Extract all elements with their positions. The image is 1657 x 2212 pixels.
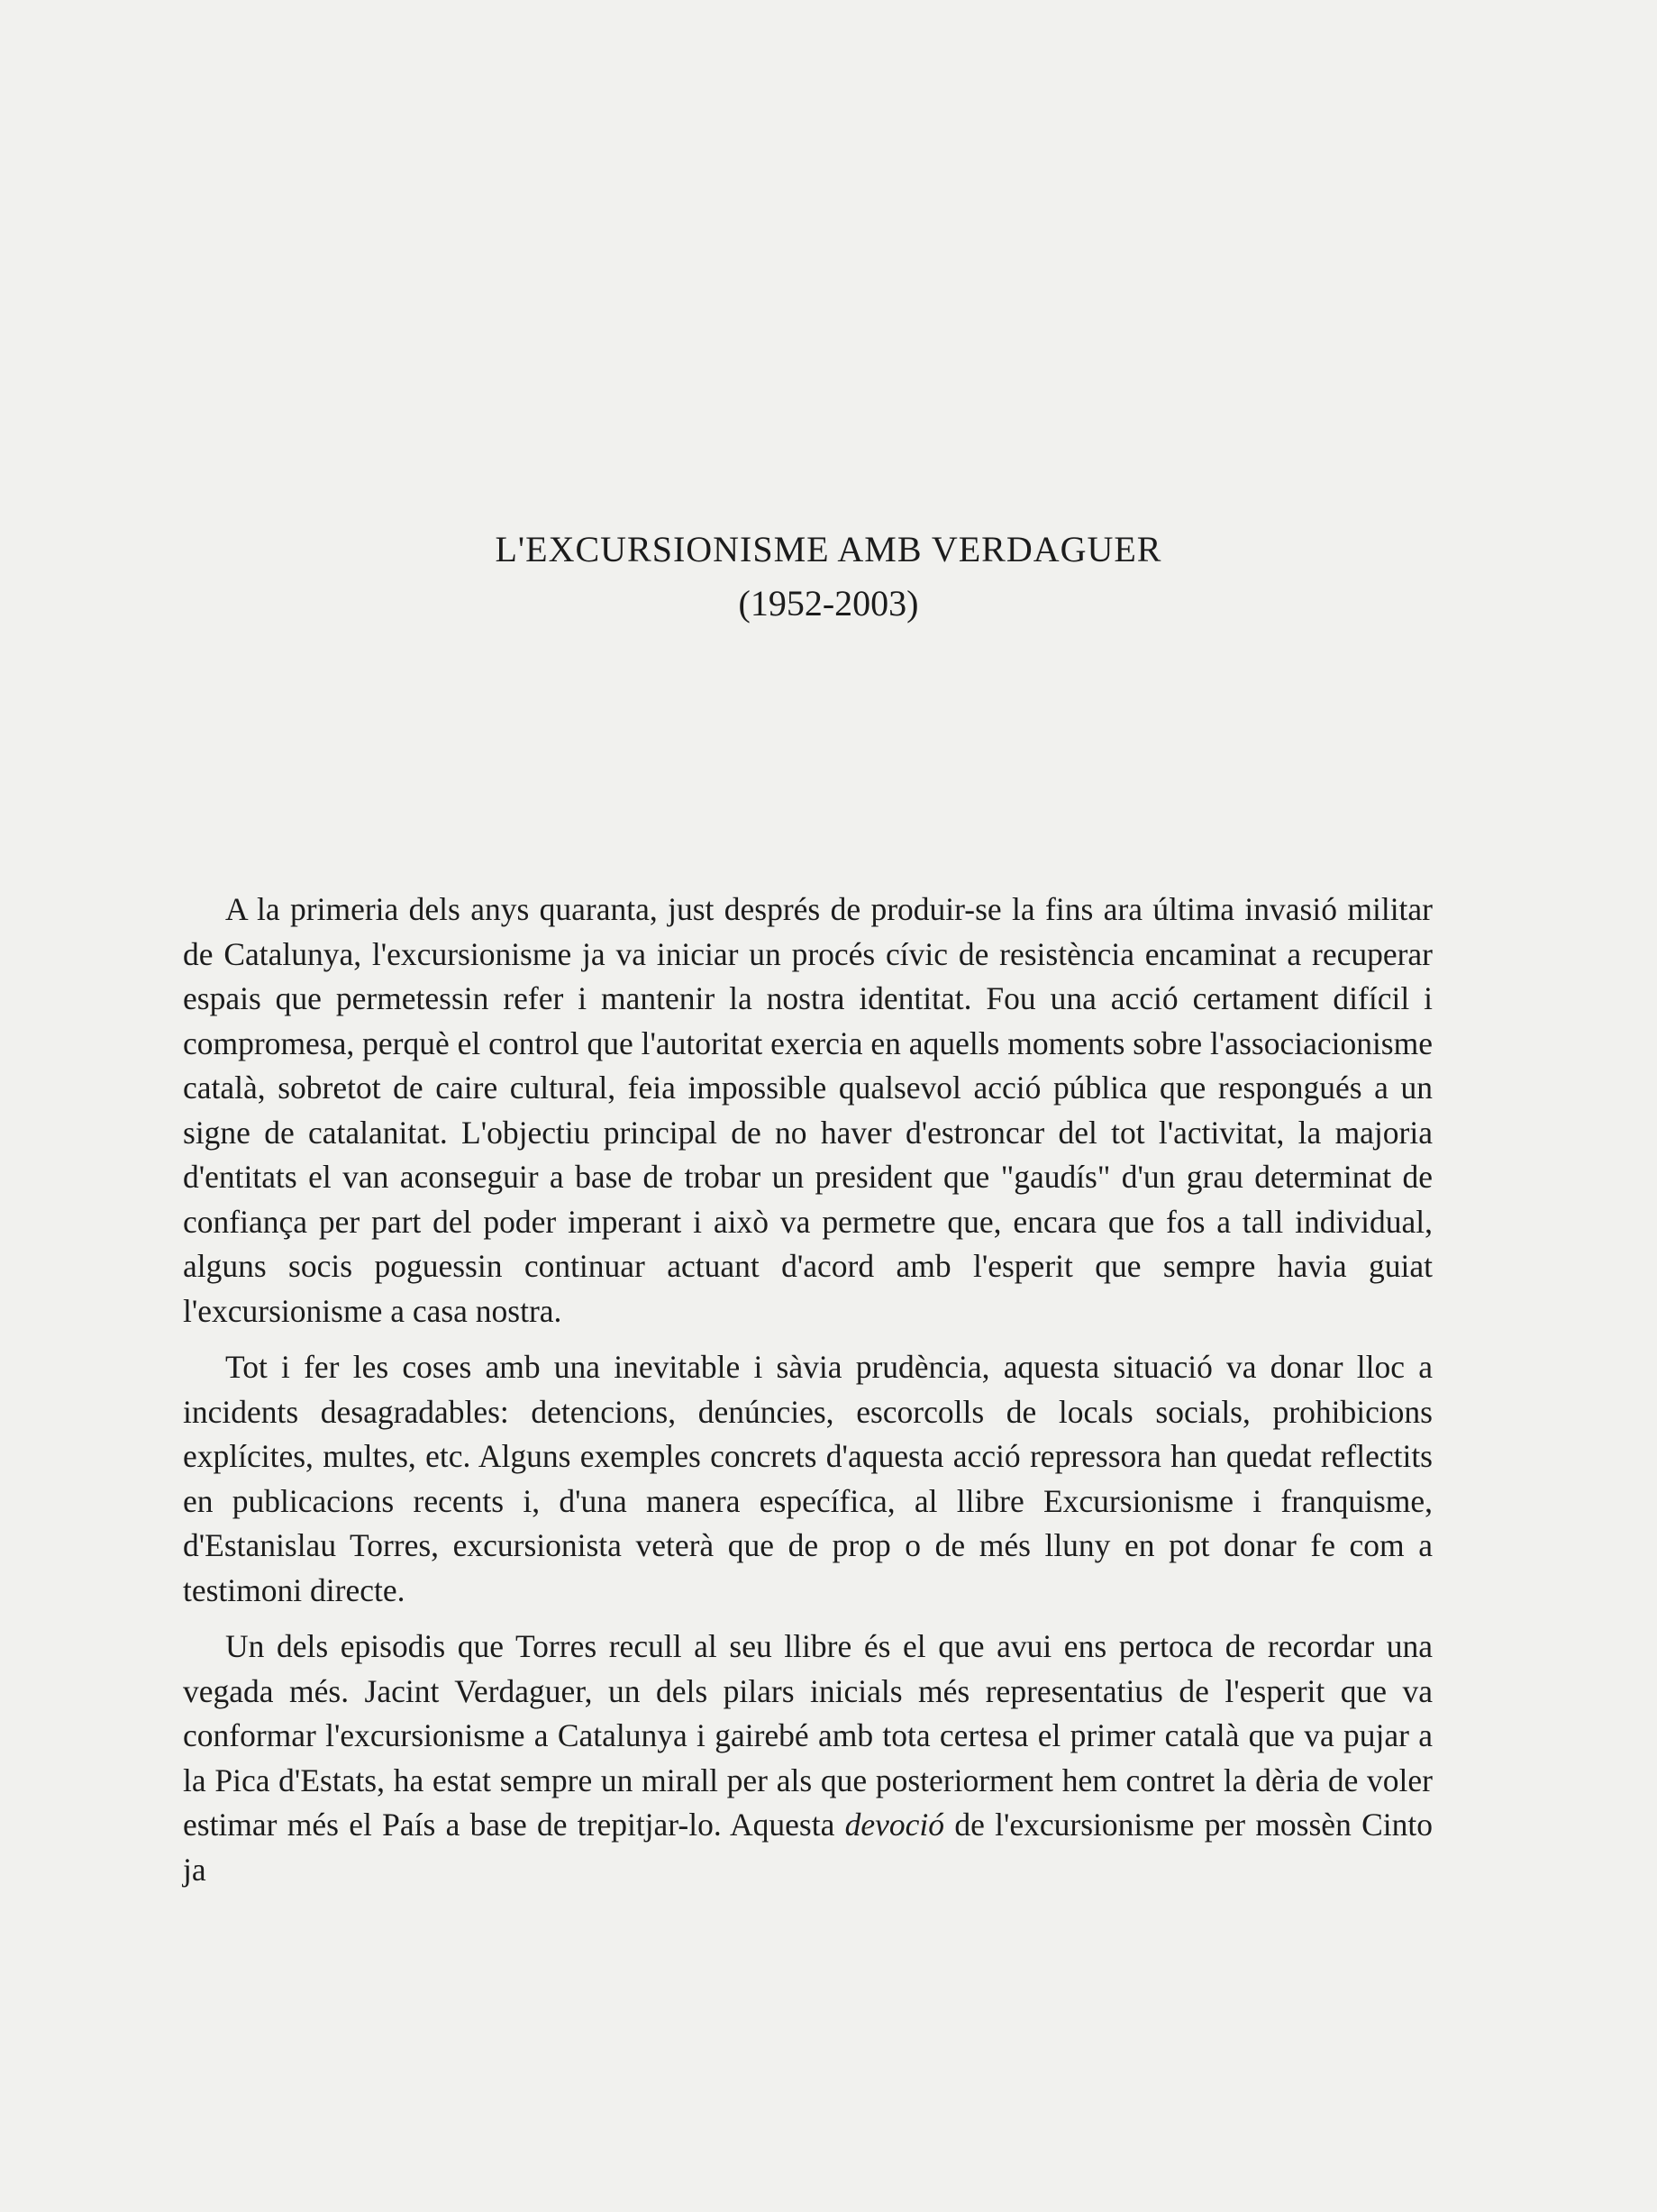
- paragraph-3: [183, 1625, 1433, 1892]
- paragraph-3-text-start: Un dels episodis que Torres recull al seu llibre és el que avui ens pertoca de recordar una vegada més. Jacint Verdaguer, un dels pilars inicials més representatius de l'esperit que va conformar l'excursionisme a Catalunya i gairebé amb tota certesa el primer català que va pujar a la Pica d'Estats, ha estat sempre un mirall per als que posteriorment hem contret la dèria de voler estimar més el País a base de trepitjar-lo. Aquesta: [183, 1628, 1433, 1843]
- paragraph-2: Tot i fer les coses amb una inevitable i sàvia prudència, aquesta situació va donar lloc a incidents desagradables: detencions, denúncies, escorcolls de locals socials, prohibicions explícites, multes, etc. Alguns exemples concrets d'aquesta acció repressora han quedat reflectits en publicacions recents i, d'una manera específica, al llibre Excursionisme i franquisme, d'Estanislau Torres, excursionista veterà que de prop o de més lluny en pot donar fe com a testimoni directe.: [183, 1349, 1433, 1608]
- paragraph-3-text-end: de l'excursionisme per mossèn Cinto ja: [183, 1807, 1433, 1888]
- body-text: [183, 888, 1433, 1892]
- heading-block: [0, 527, 1657, 626]
- paragraph-3-italic-word: devoció: [844, 1807, 945, 1843]
- paragraph-1: A la primeria dels anys quaranta, just després de produir-se la fins ara última invasió militar de Catalunya, l'excursionisme ja va iniciar un procés cívic de resistència encaminat a recuperar espais que permetessin refer i mantenir la nostra identitat. Fou una acció certament difícil i compromesa, perquè el control que l'autoritat exercia en aquells moments sobre l'associacionisme català, sobretot de caire cultural, feia impossible qualsevol acció pública que respongués a un signe de catalanitat. L'objectiu principal de no haver d'estroncar del tot l'activitat, la majoria d'entitats el van aconseguir a base de trobar un president que "gaudís" d'un grau determinat de confiança per part del poder imperant i això va permetre que, encara que fos a tall individual, alguns socis poguessin continuar actuant d'acord amb l'esperit que sempre havia guiat l'excursionisme a casa nostra.: [183, 891, 1433, 1329]
- page-title: L'EXCURSIONISME AMB VERDAGUER: [495, 529, 1162, 569]
- page-subtitle-dates: (1952-2003): [738, 583, 919, 624]
